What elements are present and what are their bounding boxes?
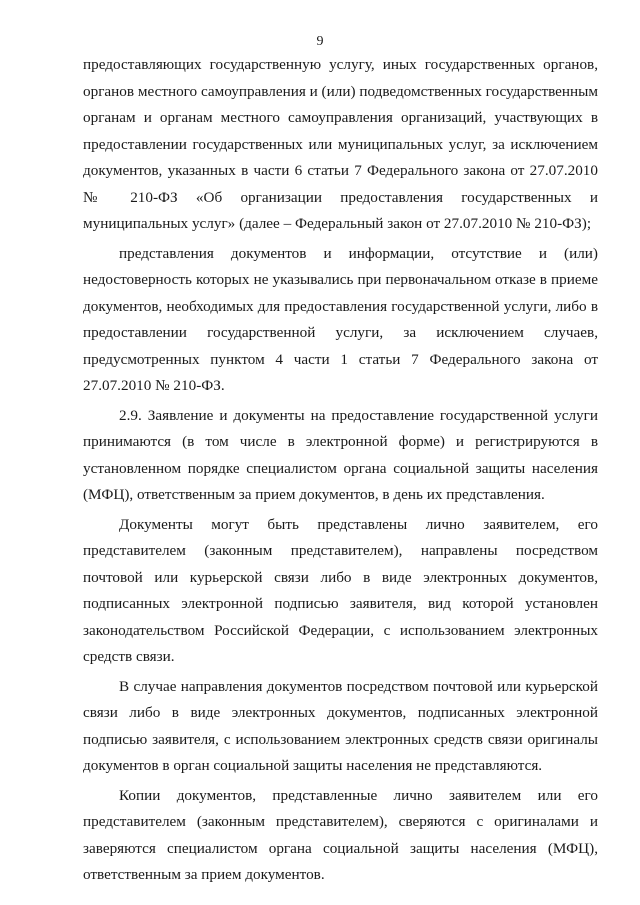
paragraph-electronic-originals: В случае направления документов посредством почтовой или курьерской связи либо в виде электронных документов, подписанных электронной подписью заявителя, с использованием электронных средств связи оригиналы документов в орган социальной защиты населения не представляются. xyxy=(83,677,598,774)
paragraph-2-9-registration: 2.9. Заявление и документы на предоставление государственной услуги принимаются (в том числе в электронной форме) и регистрируются в установленном порядке специалистом органа социальной защиты населения (МФЦ), ответственным за прием документов, в день их представления. xyxy=(83,406,598,503)
paragraph-continuation: предоставляющих государственную услугу, иных государственных органов, органов местного самоуправления и (или) подведомственных государственным органам и органам местного самоуправления организаций, участвующих в предоставлении государственных или муниципальных услуг, за исключением документов, указанных в части 6 статьи 7 Федерального закона от 27.07.2010 № 210-ФЗ «Об организации предоставления государственных и муниципальных услуг» (далее – Федеральный закон от 27.07.2010 № 210-ФЗ); xyxy=(83,56,598,232)
paragraph-submission-methods: Документы могут быть представлены лично заявителем, его представителем (законным представителем), направлены посредством почтовой или курьерской связи либо в виде электронных документов, подписанных электронной подписью заявителя, вид которой установлен законодательством Российской Федерации, с использованием электронных средств связи. xyxy=(83,515,598,665)
paragraph-repeat-submission: представления документов и информации, отсутствие и (или) недостоверность которых не указывались при первоначальном отказе в приеме документов, необходимых для предоставления государственной услуги, либо в предоставлении государственной услуги, за исключением случаев, предусмотренных пунктом 4 части 1 статьи 7 Федерального закона от 27.07.2010 № 210-ФЗ. xyxy=(83,244,598,394)
document-body xyxy=(83,52,598,889)
page-number: 9 xyxy=(316,34,324,49)
paragraph-copies-verification: Копии документов, представленные лично заявителем или его представителем (законным представителем), сверяются с оригиналами и заверяются специалистом органа социальной защиты населения (МФЦ), ответственным за прием документов. xyxy=(83,786,598,883)
